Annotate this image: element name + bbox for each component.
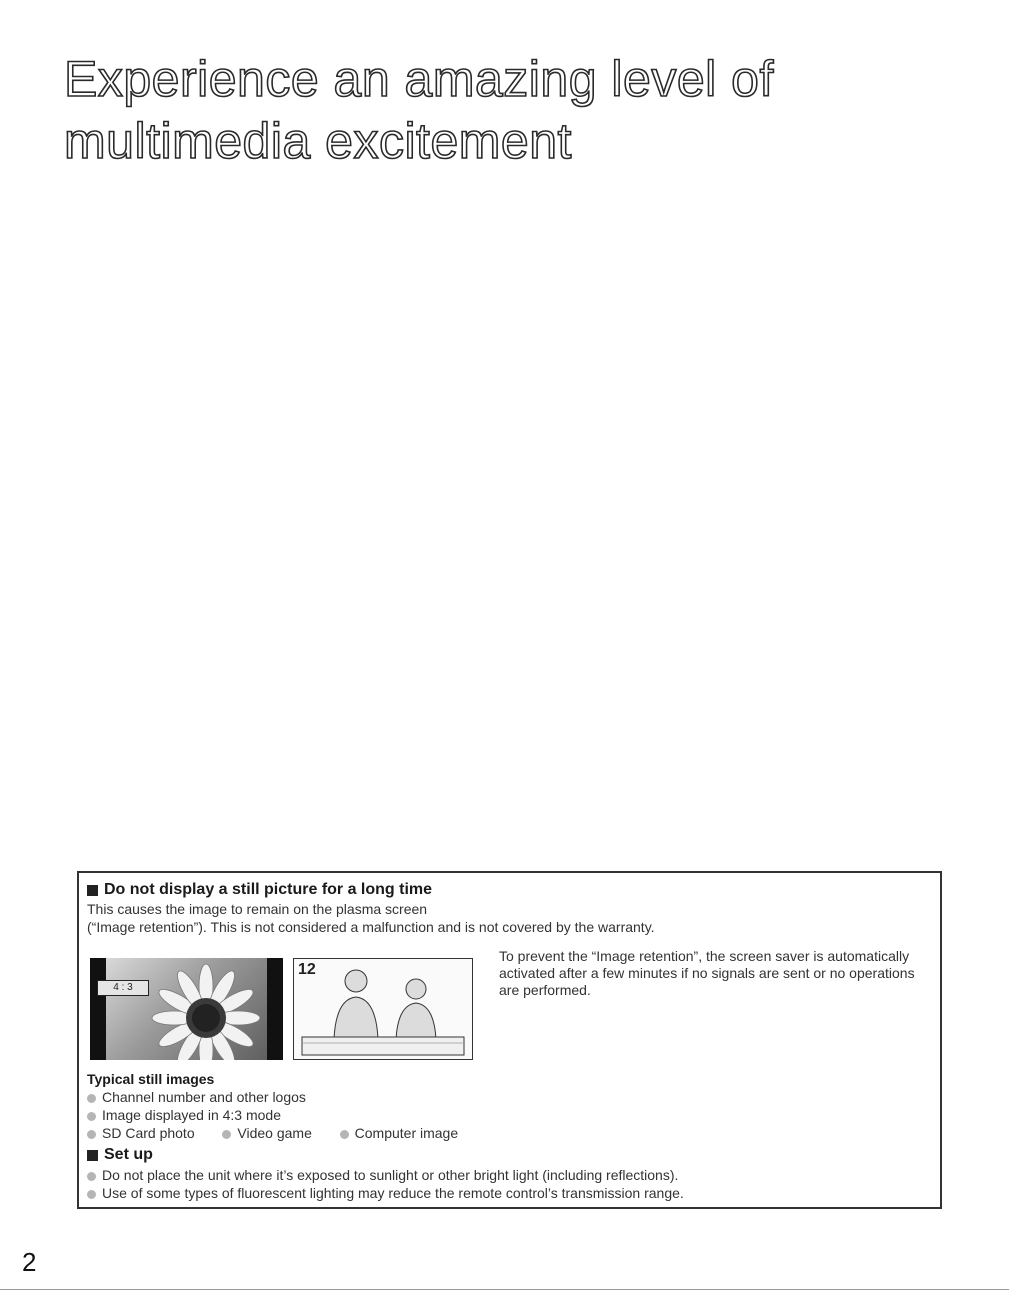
sunflower-icon [106, 958, 267, 1060]
notice-box [77, 871, 942, 1209]
round-bullet-icon [87, 1130, 96, 1139]
channel-number-logo: 12 [298, 961, 316, 978]
setup-item-text: Use of some types of fluorescent lighting may reduce the remote control’s transmission range. [102, 1185, 684, 1201]
heading-line-1: Experience an amazing level of [64, 51, 774, 107]
sunflower-photo [106, 958, 267, 1060]
sunflower-image [90, 958, 283, 1060]
round-bullet-icon [87, 1094, 96, 1103]
newscasters-icon [294, 959, 471, 1058]
round-bullet-icon [340, 1130, 349, 1139]
setup-item-text: Do not place the unit where it’s exposed to sunlight or other bright light (including reflections). [102, 1167, 679, 1183]
aspect-ratio-badge: 4 : 3 [97, 980, 149, 996]
typical-item-text: SD Card photo [102, 1125, 195, 1141]
typical-item-text: Video game [237, 1125, 312, 1141]
round-bullet-icon [87, 1172, 96, 1181]
square-bullet-icon [87, 885, 98, 896]
square-bullet-icon [87, 1150, 98, 1161]
setup-title-text: Set up [104, 1146, 153, 1163]
typical-item-text: Computer image [354, 1125, 459, 1141]
typical-item [87, 1107, 281, 1123]
typical-item-text: Image displayed in 4:3 mode [102, 1107, 281, 1123]
setup-item [87, 1185, 684, 1201]
still-picture-title-text: Do not display a still picture for a long time [104, 881, 433, 898]
description-line-2: (“Image retention”). This is not considered a malfunction and is not covered by the warranty. [87, 919, 655, 935]
setup-item [87, 1167, 678, 1183]
heading-line-2: multimedia excitement [64, 113, 572, 169]
newscasters-image [293, 958, 473, 1060]
round-bullet-icon [222, 1130, 231, 1139]
typical-images-title: Typical still images [87, 1071, 215, 1087]
description-line-1: This causes the image to remain on the plasma screen [87, 901, 428, 917]
round-bullet-icon [87, 1190, 96, 1199]
page-heading [64, 48, 964, 172]
typical-item [87, 1089, 306, 1105]
screen-saver-note: To prevent the “Image retention”, the screen saver is automatically activated after a few minutes if no signals are sent or no operations are performed. [499, 948, 915, 998]
bottom-rule [0, 1289, 1009, 1290]
round-bullet-icon [87, 1112, 96, 1121]
still-picture-title [87, 881, 432, 899]
typical-item-text: Channel number and other logos [102, 1089, 306, 1105]
typical-items-row [87, 1125, 458, 1141]
setup-title [87, 1146, 153, 1164]
page-number: 2 [22, 1247, 37, 1277]
